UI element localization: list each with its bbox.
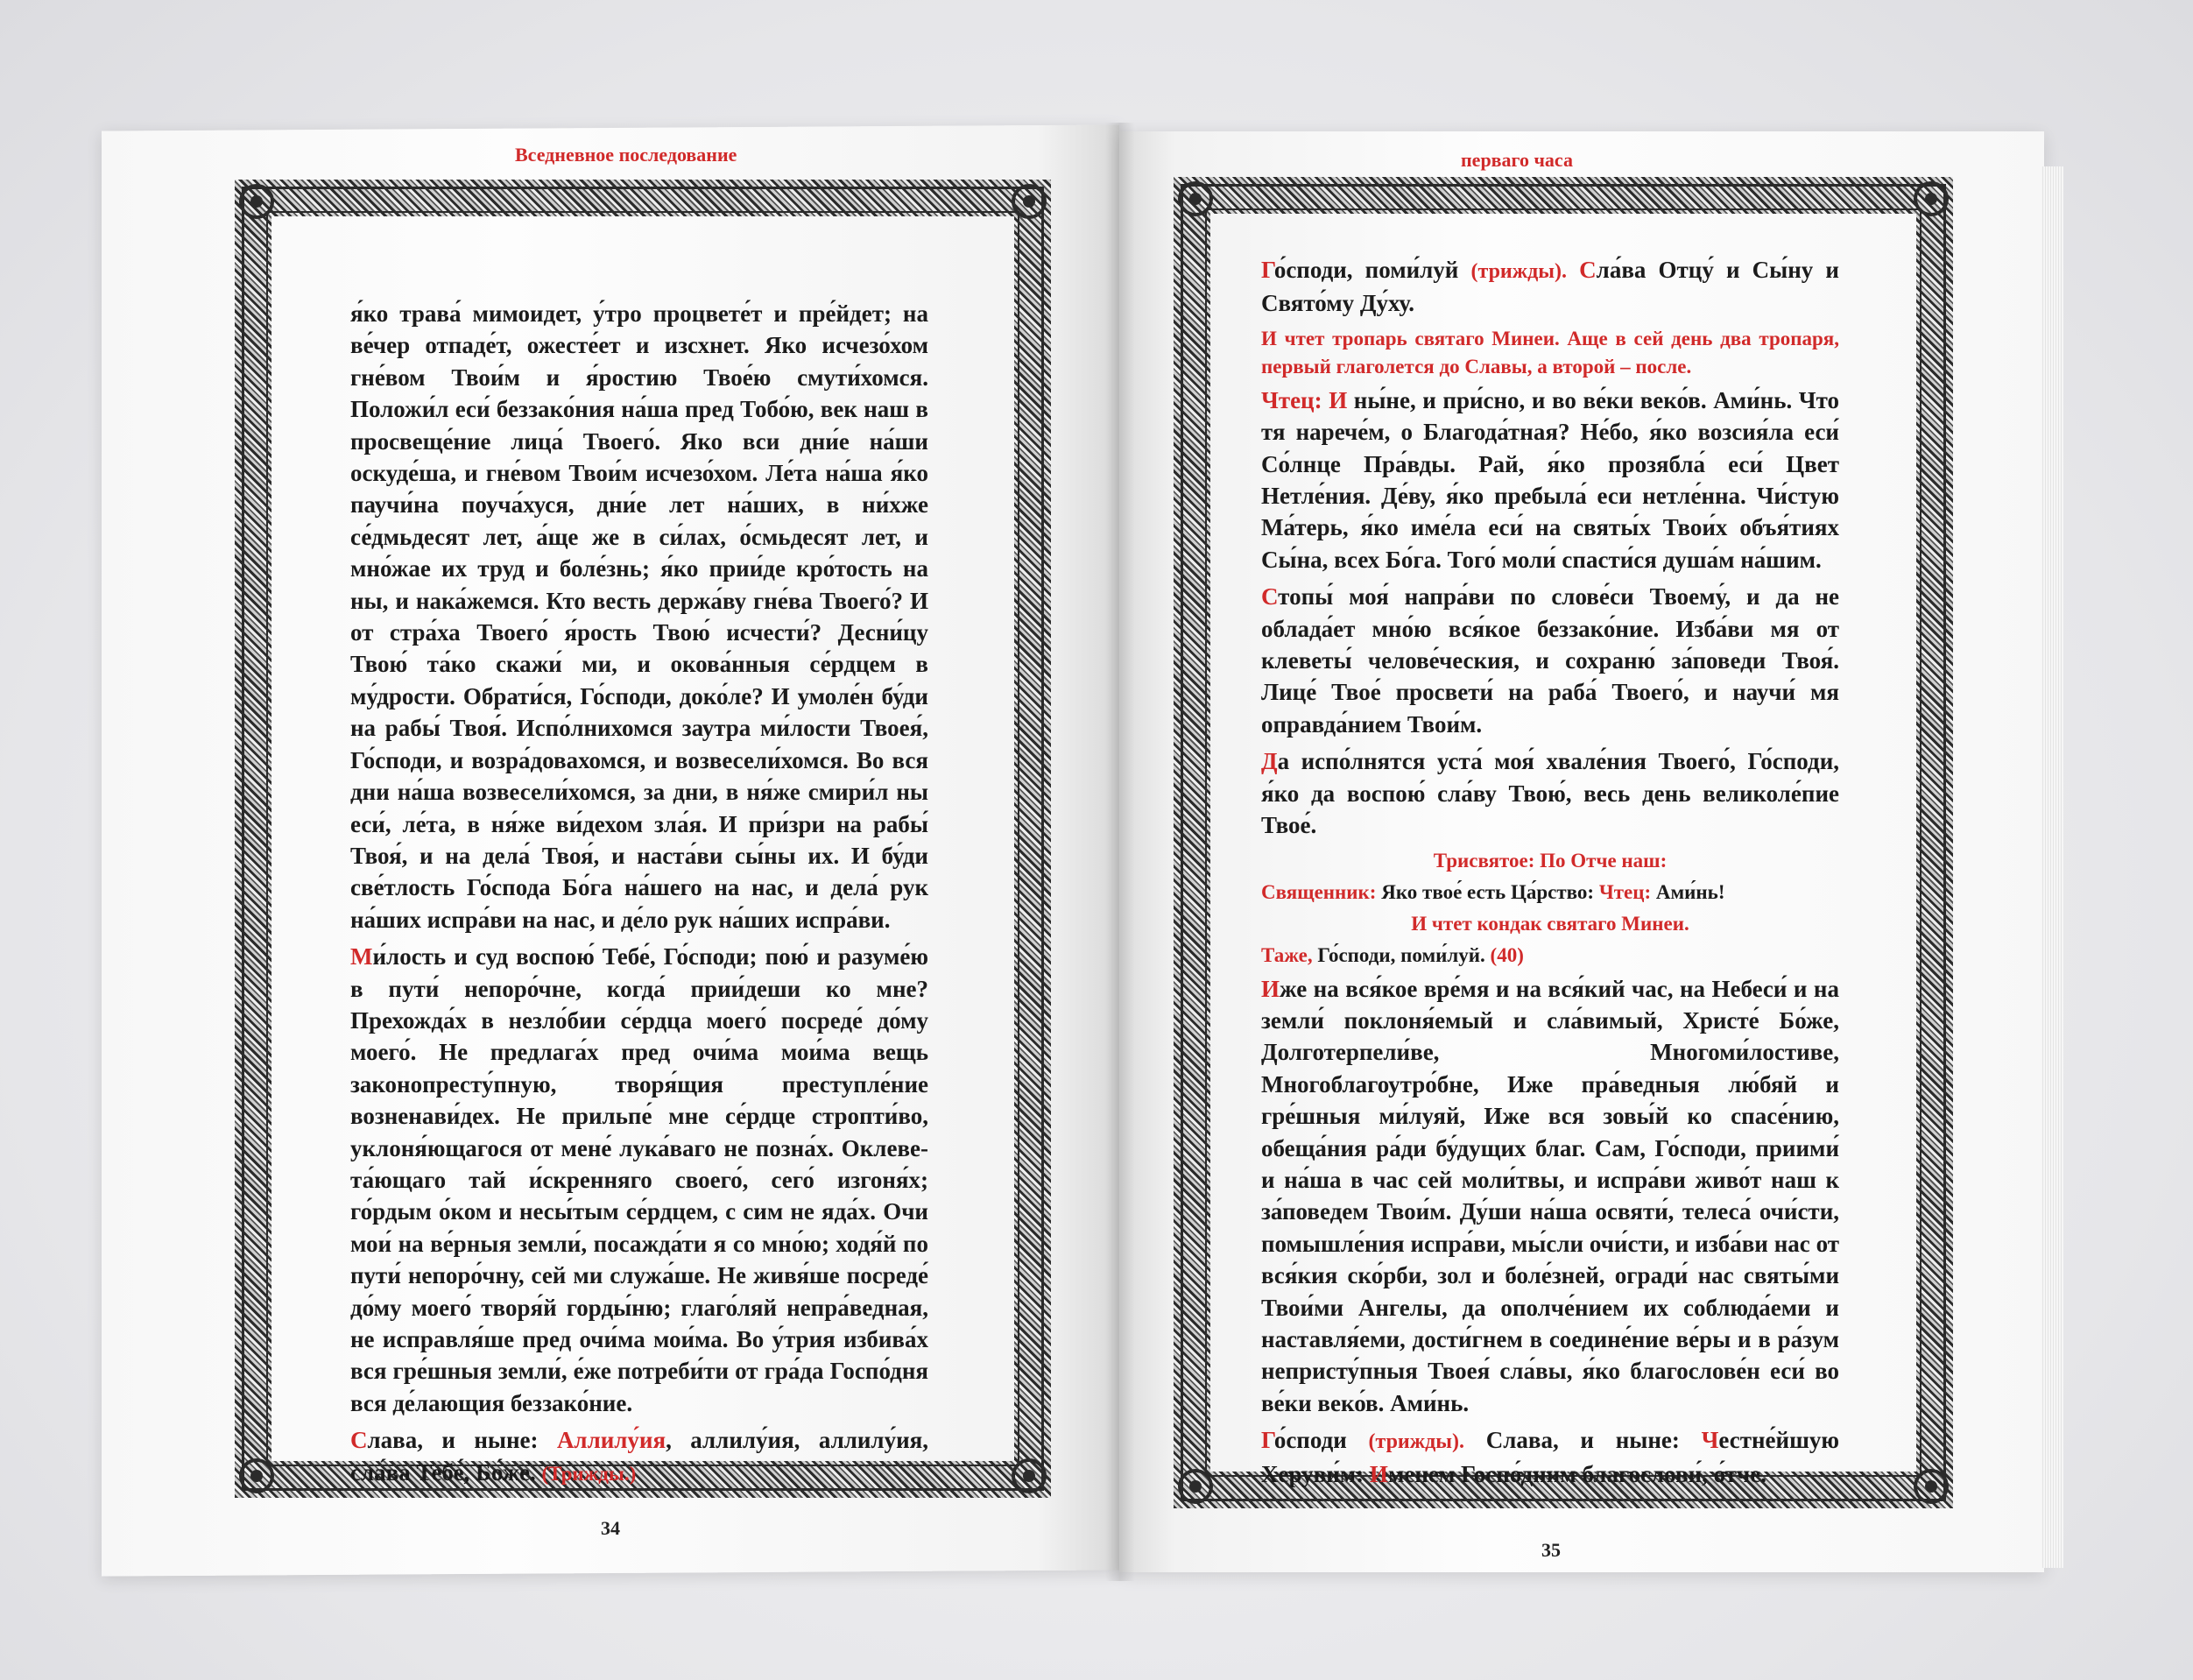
exclamation-line: Священник: Яко твое́ есть Ца́рство: Чтец: Ами́нь! <box>1261 880 1725 903</box>
paragraph: Стопы́ моя́ напра́ви по слове́си Твоему́, и да не облада́ет мно́ю вся́кое беззако́ние. Изба́ви мя от клеветы́ челове́ческия, и сохраню́ за́поведи Твоя́. Лице́ Твое́ просвети́ на раба́ Твоего́, и научи́ мя оправда́нием Твои́м. <box>1261 583 1839 738</box>
paragraph: Да испо́лнятся уста́ моя́ хвале́ния Твоего́, Го́споди, я́ко да воспою́ сла́ву Твою́, весь день великоле́пие Твое́. <box>1261 748 1839 839</box>
right-page-number: 35 <box>1541 1539 1561 1561</box>
lord-have-mercy-line: Таже, Го́споди, поми́луй. (40) <box>1261 943 1524 966</box>
left-running-head: Вседневное последование <box>515 144 737 166</box>
book-gutter <box>1105 123 1135 1581</box>
paragraph: Ми́лость и суд воспою́ Тебе́, Го́споди; пою́ и разуме́ю в пути́ непоро́чне, когда́ прии́деши ко мне? Прехожда́х в незло́бии се́рдца моего́ посреде́ до́му моего́. Не предлага́х пред очи́ма мои́ма вещь законопресту́пную, творя́щия преступле́ние возненави́дех. Не прильпе́ мне се́рдце стропти́во, уклоня́ющагося от мене́ лука́ваго не позна́х. Оклеве-та́ющаго тай и́скренняго своего́, сего́ изгоня́х; го́рдым о́ком и несы́тым се́рдцем, с сим не яда́х. Очи мои́ на ве́рныя земли́, посажда́ти я со мно́ю; ходя́й по пути́ непоро́чну, сей ми служа́ше. Не живя́ше посреде́ до́му моего́ творя́й горды́ню; глаго́ляй непра́ведная, не исправля́ше пред очи́ма мои́ма. Во у́трия избива́х вся гре́шныя земли́, е́же потреби́ти от гра́да Госпо́дня вся де́лающия беззако́ние. <box>350 943 928 1416</box>
rubric-kontakion: И чтет кондак святаго Минеи. <box>1411 912 1689 935</box>
corner-ornament <box>1007 180 1051 223</box>
corner-ornament <box>235 180 279 223</box>
paragraph: я́ко трава́ мимоидет, у́тро процвете́т и пре́йдет; на ве́чер отпаде́т, ожесте́ет и изсхнет. Яко исчезо́хом гне́вом Твои́м и я́ростию Твое́ю смути́хомся. Положи́л еси́ беззако́ния на́ша пред Тобо́ю, век наш в просвеще́ние лица́ Твоего́. Яко вси дни́е на́ши оскуде́ша, и гне́вом Твои́м исчезо́хом. Ле́та на́ша я́ко паучи́на поуча́хуся, дни́е лет на́ших, в ни́хже се́дмьдесят лет, а́ще же в си́лах, о́смьдесят лет, и мно́жае их труд и боле́знь; я́ко прии́де кро́тость на ны, и нака́жемся. Кто весть держа́ву гне́ва Твоего́? И от стра́ха Твоего́ я́рость Твою́ исчести́? Десни́цу Твою́ та́ко скажи́ ми, и окова́нныя се́рдцем в му́дрости. Обрати́ся, Го́споди, доко́ле? И умоле́н бу́ди на рабы́ Твоя́. Испо́лнихомся заутра ми́лости Твоея́, Го́споди, и возра́довахомся, и возвесели́хомся. Во вся дни на́ша возвесели́хомся, за дни, в ня́же смири́л ны еси́, ле́та, в ня́же ви́дехом зла́я. И при́зри на рабы́ Твоя́, и на дела́ Твоя́, и наста́ви сы́ны их. И бу́ди све́тлость Го́спода Бо́га на́шего на нас, и дела́ рук на́ших испра́ви на нас, и де́ло рук на́ших испра́ви. <box>350 300 928 933</box>
left-page-number: 34 <box>601 1517 620 1539</box>
paragraph-prayer: Иже на вся́кое вре́мя и на вся́кий час, на Небеси́ и на земли́ поклоня́емый и сла́вимый, Христе́ Бо́же, Долготерпели́ве, Многоми́лостиве, Многоблагоутро́бне, Иже пра́ведныя лю́бяй и гре́шныя ми́луяй, Иже вся зовы́й ко спасе́нию, обеща́ния ра́ди бу́дущих благ. Сам, Го́споди, приими́ и на́ша в час сей моли́твы, и испра́ви живо́т наш к за́поведем Твои́м. Ду́ши на́ша освяти́, телеса́ очи́сти, помышле́ния испра́ви, мы́сли очи́сти, и изба́ви нас от вся́кия ско́рби, зол и боле́зней, огради́ нас святы́ми Твои́ми Ангелы, да ополче́нием их соблюда́еми и наставля́еми, дости́гнем в соедине́ние ве́ры и в ра́зум непристу́пныя Твоея́ сла́вы, я́ко благослове́н еси́ во ве́ки веко́в. Ами́нь. <box>1261 975 1839 1416</box>
page-edges <box>2041 166 2063 1568</box>
paragraph-final: Го́споди (трижды). Слава, и ныне: Честне́йшую Херуви́м: Именем Госпо́дним благослови́, о́тче. <box>1261 1427 1839 1487</box>
corner-ornament <box>1909 177 1953 221</box>
right-running-head: перваго часа <box>1461 149 1573 171</box>
corner-ornament <box>1007 1454 1051 1498</box>
paragraph-doxology: Слава, и ныне: Аллилу́ия, аллилу́ия, аллилу́ия, сла́ва Тебе́, Бо́же. (Трижды.) <box>350 1427 928 1486</box>
paragraph: Го́споди, поми́луй (трижды). Сла́ва Отцу́ и Сы́ну и Свято́му Ду́ху. <box>1261 257 1839 317</box>
corner-ornament <box>1909 1465 1953 1508</box>
rubric-trisagion: Трисвятое: По Отче наш: <box>1433 849 1668 872</box>
corner-ornament <box>1174 177 1217 221</box>
corner-ornament <box>1174 1465 1217 1508</box>
paragraph: Чтец: И ны́не, и при́сно, и во ве́ки веко́в. Ами́нь. Что тя нарече́м, о Благода́тная? Не́бо, я́ко возсия́ла еси́ Со́лнце Пра́вды. Рай, я́ко прозябла́ еси́ Цвет Нетле́ния. Де́ву, я́ко пребыла́ еси нетле́нна. Чи́стую Ма́терь, я́ко име́ла еси́ на святы́х Твои́х объя́тиях Сы́на, всех Бо́га. Того́ моли́ спасти́ся душа́м на́шим. <box>1261 386 1840 573</box>
corner-ornament <box>235 1454 279 1498</box>
left-page-text <box>350 298 928 1495</box>
right-page-text <box>1261 254 1839 1495</box>
rubric: И чтет тропарь святаго Минеи. Аще в сей день два тропаря, первый глаголется до Славы, а второй – после. <box>1261 327 1839 378</box>
